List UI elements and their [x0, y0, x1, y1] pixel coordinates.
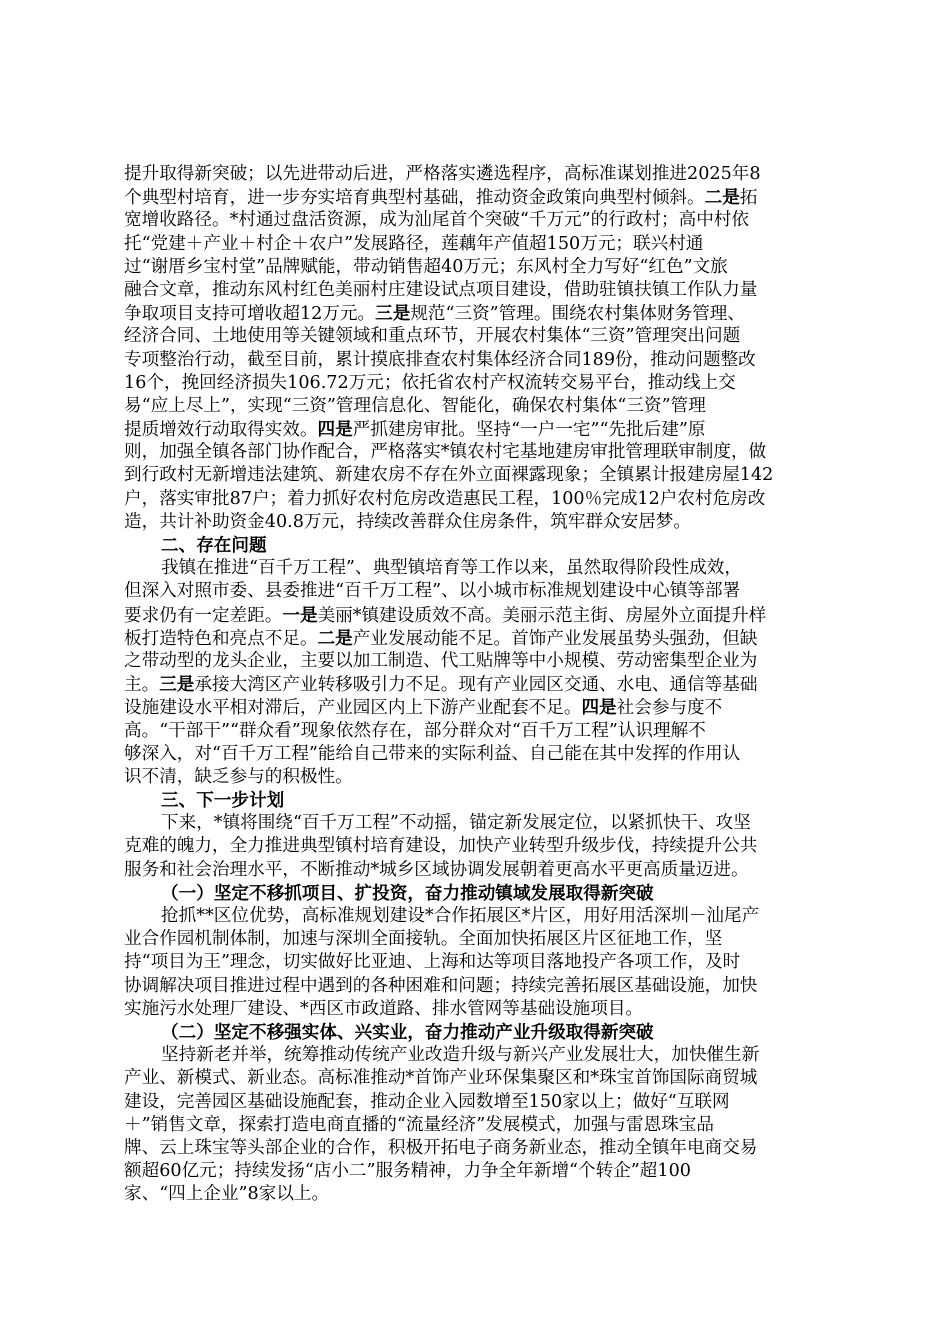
text-line: 争取项目支持可增收超12万元。三是规范“三资”管理。围绕农村集体财务管理、 — [124, 303, 745, 325]
text-line: 户，落实审批87户；着力抓好农村危房改造惠民工程，100％完成12户农村危房改 — [124, 488, 766, 509]
text-line: 服务和社会治理水平，不断推动*城乡区域协调发展朝着更高水平更高质量迈进。 — [124, 859, 749, 880]
section-heading-issues: 二、存在问题 — [161, 535, 267, 556]
bold-lead: 三是 — [159, 674, 195, 696]
text-line: 抢抓**区位优势，高标准规划建设*合作拓展区*片区，用好用活深圳－汕尾产 — [161, 906, 760, 926]
text-line: 协调解决项目推进过程中遇到的各种困难和问题；持续完善拓展区基础设施，加快 — [124, 975, 758, 996]
text-line: 实施污水处理厂建设、*西区市政道路、排水管网等基础设施项目。 — [124, 998, 644, 1019]
bold-lead: 三是 — [375, 303, 411, 325]
text-line: 过“谢厝乡宝村堂”品牌赋能，带动销售超40万元；东风村全力写好“红色”文旅 — [124, 256, 728, 277]
text-line: 下来，*镇将围绕“百千万工程”不动摇，锚定新发展定位，以紧抓快干、攻坚 — [161, 813, 751, 834]
bold-lead: 四是 — [581, 697, 617, 719]
text-line: 持“项目为王”理念，切实做好比亚迪、上海和达等项目落地投产各项工作，及时 — [124, 952, 741, 973]
bold-lead: 一是 — [282, 604, 318, 626]
text-line: ＋”销售文章，探索打造电商直播的“流量经济”发展模式，加强与雷恩珠宝品 — [124, 1114, 714, 1135]
text-line: 提升取得新突破；以先进带动后进，严格落实遴选程序，高标准谋划推进2025年8 — [124, 164, 761, 184]
text-line: 易“应上尽上”，实现“三资”管理信息化、智能化，确保农村集体“三资”管理 — [124, 395, 706, 416]
text-line: 产业、新模式、新业态。高标准推动*首饰产业环保集聚区和*珠宝首饰国际商贸城 — [124, 1068, 758, 1089]
text-line: 业合作园机制体制，加速与深圳全面接轨。全面加快拓展区片区征地工作，坚 — [124, 929, 723, 950]
text-line: 要求仍有一定差距。一是美丽*镇建设质效不高。美丽示范主街、房屋外立面提升样 — [124, 604, 767, 626]
section-heading-next-steps: 三、下一步计划 — [161, 790, 285, 812]
text-line: 托“党建＋产业＋村企＋农户”发展路径，莲藕年产值超150万元；联兴村通 — [124, 233, 704, 254]
bold-lead: 四是 — [317, 419, 353, 441]
text-line: 则，加强全镇各部门协作配合，严格落实*镇农村宅基地建房审批管理联审制度，做 — [124, 442, 767, 463]
text-line: 高。“干部干”“群众看”现象依然存在，部分群众对“百千万工程”认识理解不 — [124, 720, 706, 741]
text-line: 之带动型的龙头企业，主要以加工制造、代工贴牌等中小规模、劳动密集型企业为 — [124, 650, 758, 671]
text-line: 16个，挽回经济损失106.72万元；依托省农村产权流转交易平台，推动线上交 — [124, 372, 736, 393]
text-line: 造，共计补助资金40.8万元，持续改善群众住房条件，筑牢群众安居梦。 — [124, 511, 691, 532]
bold-lead: 二是 — [704, 187, 740, 209]
text-line: 我镇在推进“百千万工程”、典型镇培育等工作以来，虽然取得阶段性成效， — [161, 558, 742, 579]
text-line: 宽增收路径。*村通过盘活资源，成为汕尾首个突破“千万元”的行政村；高中村依 — [124, 210, 749, 231]
subsection-heading-2: （二）坚定不移强实体、兴实业，奋力推动产业升级取得新突破 — [161, 1021, 654, 1043]
text-line: 经济合同、土地使用等关键领域和重点环节，开展农村集体“三资”管理突出问题 — [124, 326, 741, 347]
text-line: 够深入，对“百千万工程”能给自己带来的实际利益、自己能在其中发挥的作用认 — [124, 743, 741, 764]
text-line: 设施建设水平相对滞后，产业园区内上下游产业配套不足。四是社会参与度不 — [124, 697, 723, 719]
text-line: 坚持新老并举，统筹推动传统产业改造升级与新兴产业发展壮大，加快催生新 — [161, 1045, 760, 1066]
text-line: 融合文章，推动东风村红色美丽村庄建设试点项目建设，借助驻镇扶镇工作队力量 — [124, 279, 758, 300]
text-line: 家、“四上企业”8家以上。 — [124, 1184, 330, 1205]
text-line: 额超60亿元；持续发扬“店小二”服务精神，力争全年新增“个转企”超100 — [124, 1161, 691, 1182]
text-line: 克难的魄力，全力推进典型镇村培育建设，加快产业转型升级步伐，持续提升公共 — [124, 836, 758, 857]
text-line: 主。三是承接大湾区产业转移吸引力不足。现有产业园区交通、水电、通信等基础 — [124, 674, 758, 696]
text-line: 专项整治行动，截至目前，累计摸底排查农村集体经济合同189份，推动问题整改 — [124, 349, 756, 370]
text-line: 提质增效行动取得实效。四是严抓建房审批。坚持“一户一宅”“先批后建”原 — [124, 419, 706, 441]
text-line: 牌、云上珠宝等头部企业的合作，积极开拓电子商务新业态，推动全镇年电商交易 — [124, 1137, 758, 1158]
text-line: 板打造特色和亮点不足。二是产业发展动能不足。首饰产业发展虽势头强劲，但缺 — [124, 627, 758, 649]
text-line: 个典型村培育，进一步夯实培育典型村基础，推动资金政策向典型村倾斜。二是拓 — [124, 187, 758, 209]
text-line: 建设，完善园区基础设施配套，推动企业入园数增至150家以上；做好“互联网 — [124, 1091, 730, 1112]
text-line: 到行政村无新增违法建筑、新建农房不存在外立面裸露现象；全镇累计报建房屋142 — [124, 465, 774, 486]
subsection-heading-1: （一）坚定不移抓项目、扩投资，奋力推动镇域发展取得新突破 — [161, 882, 654, 904]
text-line: 但深入对照市委、县委推进“百千万工程”、以小城市标准规划建设中心镇等部署 — [124, 581, 741, 602]
document-page — [124, 163, 836, 1206]
bold-lead: 二是 — [317, 627, 353, 649]
text-line: 识不清，缺乏参与的积极性。 — [124, 766, 353, 787]
